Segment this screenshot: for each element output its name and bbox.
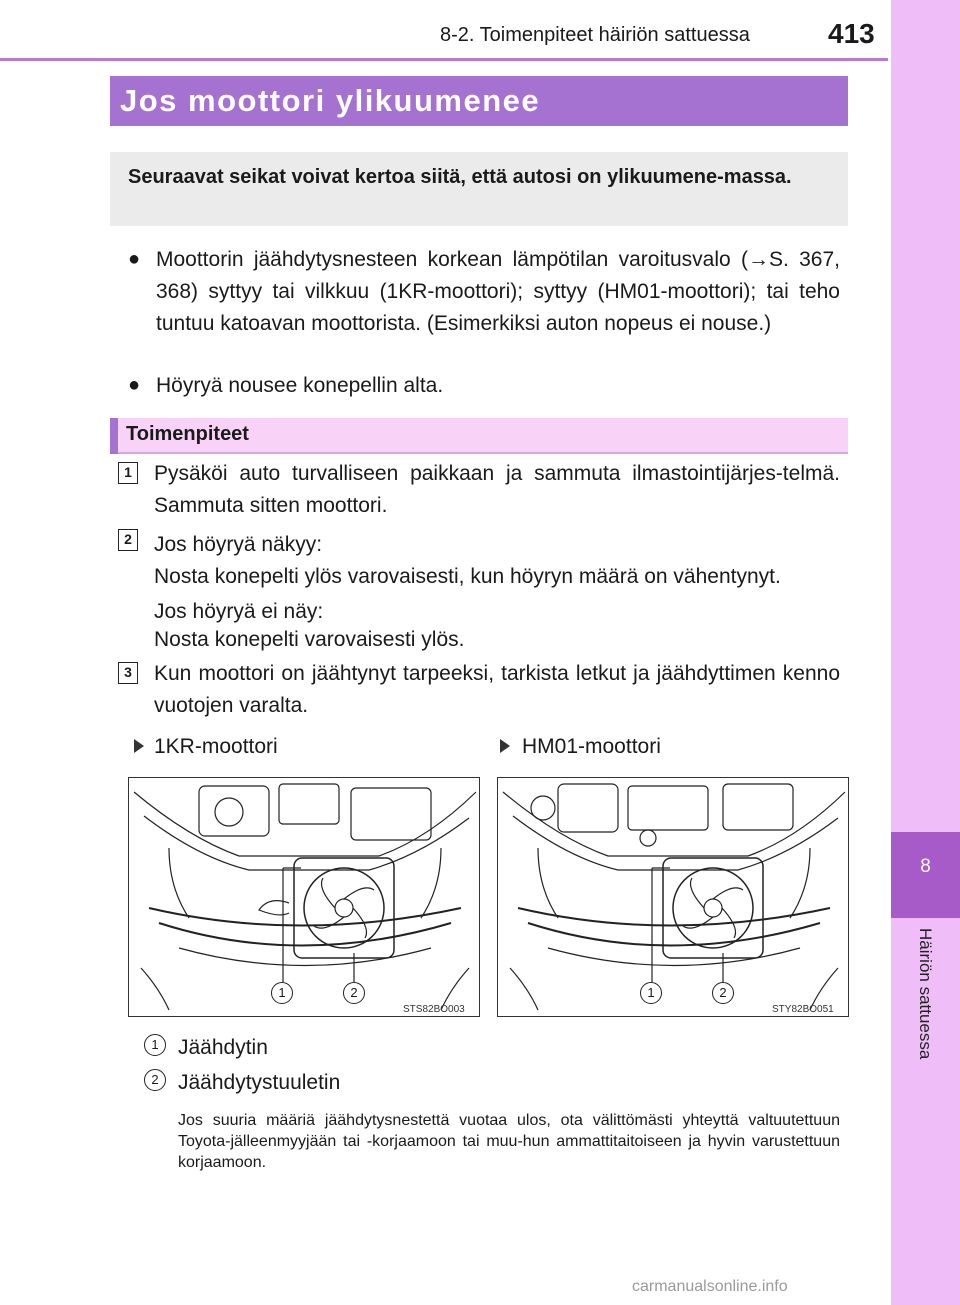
chapter-label: Häiriön sattuessa: [916, 928, 935, 1060]
page-number: 413: [828, 18, 875, 49]
step-text: Kun moottori on jäähtynyt tarpeeksi, tarkista letkut ja jäähdyttimen kenno vuotojen varalta.: [154, 662, 840, 717]
figure-code: STY82BO051: [772, 1004, 834, 1015]
step-text: Nosta konepelti varovaisesti ylös.: [154, 628, 465, 651]
legend-marker: 1: [144, 1034, 166, 1056]
step-text: Nosta konepelti ylös varovaisesti, kun höyryn määrä on vähentynyt.: [154, 565, 781, 588]
caution-note: Jos suuria määriä jäähdytysnestettä vuotaa ulos, ota välittömästi yhteyttä valtuutettuun Toyota-jälleenmyyjään tai -korjaamoon tai muu-hun ammattitaitoiseen ja hyvin varustettuun korjaamoon.: [178, 1112, 840, 1171]
intro-box: Seuraavat seikat voivat kertoa siitä, että autosi on ylikuumene-massa.: [110, 152, 848, 226]
step-number-box: 2: [118, 529, 138, 551]
step-text: Jos höyryä näkyy:: [154, 533, 323, 556]
engine-bay-illustration: [129, 778, 480, 1017]
section-header: 8-2. Toimenpiteet häiriön sattuessa: [440, 24, 750, 46]
step-text: Pysäköi auto turvalliseen paikkaan ja sammuta ilmastointijärjes-telmä. Sammuta sitten moottori.: [154, 462, 840, 517]
engine-bay-illustration: [498, 778, 849, 1017]
header-rule: [0, 58, 888, 61]
step-number-box: 1: [118, 462, 138, 484]
bullet-icon: ●: [128, 248, 141, 270]
arrow-right-icon: [134, 739, 144, 753]
engine-figure: [497, 777, 849, 1017]
bullet-icon: ●: [128, 374, 141, 396]
arrow-right-icon: [500, 739, 510, 753]
step-number-box: 3: [118, 662, 138, 684]
callout-marker: 2: [712, 982, 734, 1004]
figure-code: STS82BO003: [403, 1004, 465, 1015]
watermark: carmanualsonline.info: [632, 1278, 788, 1295]
step-text: Jos höyryä ei näy:: [154, 600, 324, 623]
callout-marker: 1: [640, 982, 662, 1004]
heading-accent: [110, 418, 118, 454]
legend-marker: 2: [144, 1069, 166, 1091]
figure-caption: 1KR-moottori: [154, 735, 278, 758]
legend-label: Jäähdytystuuletin: [178, 1071, 341, 1094]
chapter-sidebar: [891, 0, 960, 1305]
callout-marker: 2: [343, 982, 365, 1004]
engine-figure: [128, 777, 480, 1017]
figure-caption: HM01-moottori: [522, 735, 661, 758]
procedure-heading: Toimenpiteet: [110, 418, 848, 454]
chapter-number: 8: [920, 856, 931, 877]
bullet-item: Moottorin jäähdytysnesteen korkean lämpötilan varoitusvalo (→S. 367, 368) syttyy tai vilkkuu (1KR-moottori); syttyy (HM01-moottori); tai teho tuntuu katoavan moottorista. (Esimerkiksi auton nopeus ei nouse.): [156, 248, 840, 335]
page-title: Jos moottori ylikuumenee: [110, 76, 848, 126]
bullet-item: Höyryä nousee konepellin alta.: [156, 374, 444, 397]
callout-marker: 1: [271, 982, 293, 1004]
legend-label: Jäähdytin: [178, 1036, 268, 1059]
